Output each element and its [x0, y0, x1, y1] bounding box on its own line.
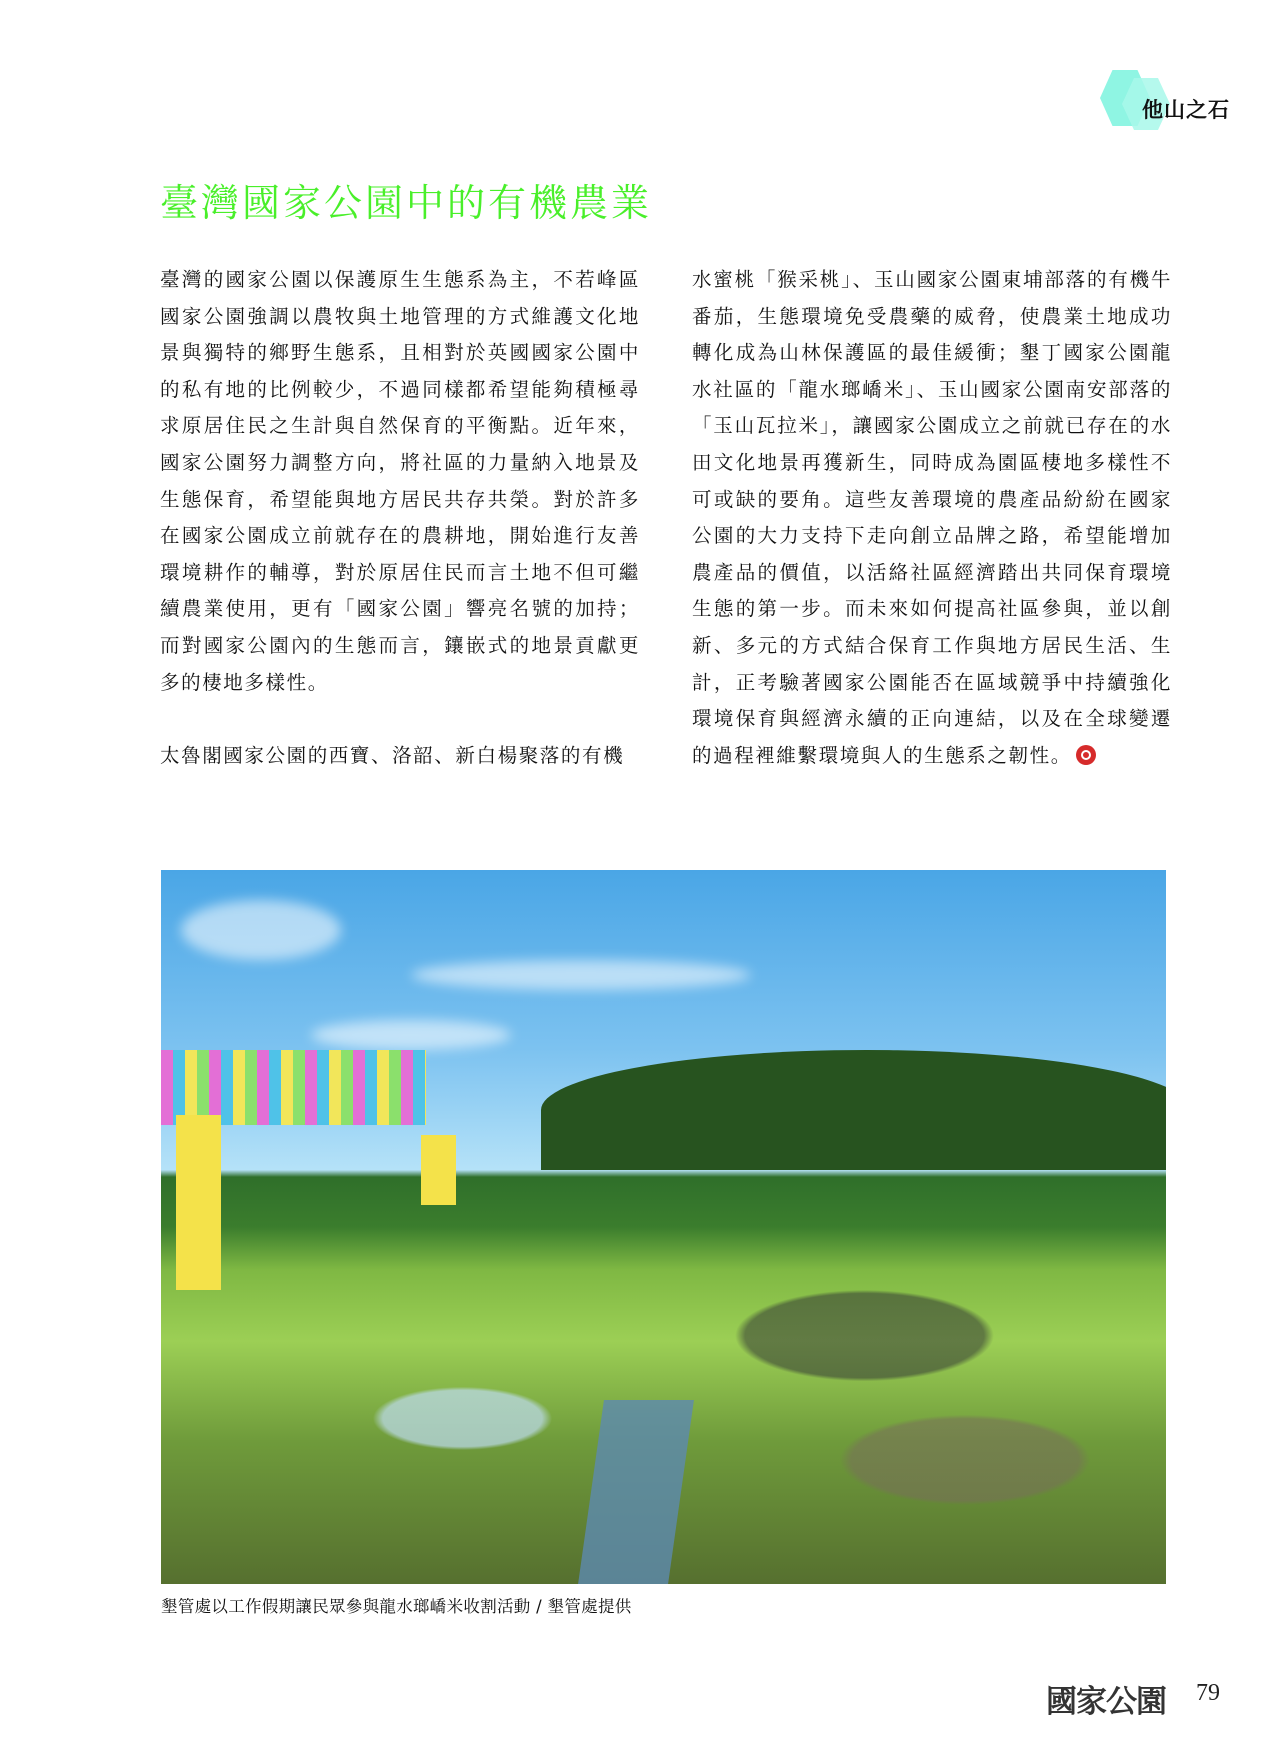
- paragraph: 臺灣的國家公園以保護原生生態系為主，不若峰區國家公園強調以農牧與土地管理的方式維護文化地景與獨特的鄉野生態系，且相對於英國國家公園中的私有地的比例較少，不過同樣都希望能夠積極尋求原居住民之生計與自然保育的平衡點。近年來，國家公園努力調整方向，將社區的力量納入地景及生態保育，希望能與地方居民共存共榮。對於許多在國家公園成立前就存在的農耕地，開始進行友善環境耕作的輔導，對於原居住民而言土地不但可繼續農業使用，更有「國家公園」響亮名號的加持；而對國家公園內的生態而言，鑲嵌式的地景貢獻更多的棲地多樣性。: [160, 268, 640, 694]
- left-column: [160, 262, 640, 774]
- forested-hill: [541, 1050, 1166, 1170]
- section-label: 他山之石: [1142, 98, 1230, 122]
- right-column: [692, 262, 1172, 774]
- cloud: [181, 900, 341, 960]
- cloud: [411, 960, 751, 990]
- magazine-logo: 國家公園: [1046, 1684, 1166, 1720]
- paragraph-text: 水蜜桃「猴采桃」、玉山國家公園東埔部落的有機牛番茄，生態環境免受農藥的威脅，使農業土地成功轉化成為山林保護區的最佳緩衝；墾丁國家公園龍水社區的「龍水瑯嶠米」、玉山國家公園南安部落的「玉山瓦拉米」，讓國家公園成立之前就已存在的水田文化地景再獲新生，同時成為園區棲地多樣性不可或缺的要角。這些友善環境的農產品紛紛在國家公園的大力支持下走向創立品牌之路，希望能增加農產品的價值，以活絡社區經濟踏出共同保育環境生態的第一步。而未來如何提高社區參與，並以創新、多元的方式結合保育工作與地方居民生活、生計，正考驗著國家公園能否在區域競爭中持續強化環境保育與經濟永續的正向連結，以及在全球變遷的過程裡維繫環境與人的生態系之韌性。: [692, 268, 1172, 767]
- article-end-icon: [1076, 745, 1096, 765]
- photo-caption: 墾管處以工作假期讓民眾參與龍水瑯嶠米收割活動 / 墾管處提供: [161, 1597, 632, 1616]
- paragraph: [692, 262, 1172, 774]
- article-photo: [161, 870, 1166, 1584]
- paragraph: 太魯閣國家公園的西寶、洛韶、新白楊聚落的有機: [160, 743, 625, 767]
- cloud: [311, 1020, 511, 1050]
- page-number: 79: [1196, 1680, 1220, 1706]
- section-tag: [1100, 70, 1250, 134]
- striped-tent: [161, 1050, 426, 1125]
- article-title: 臺灣國家公園中的有機農業: [160, 181, 653, 225]
